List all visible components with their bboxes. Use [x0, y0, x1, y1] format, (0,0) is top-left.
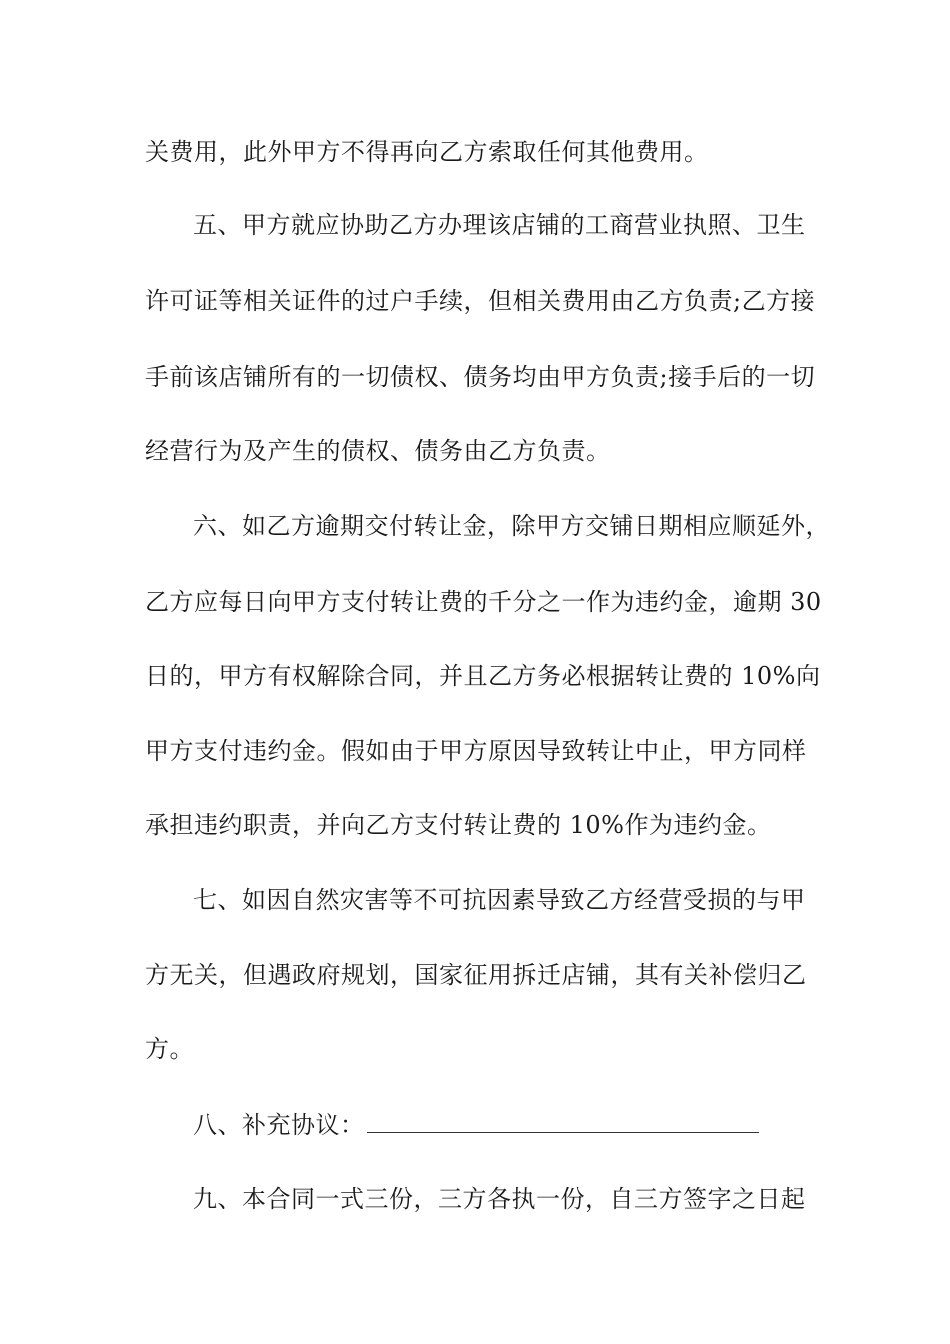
- paragraph-5-start: 五、甲方就应协助乙方办理该店铺的工商营业执照、卫生: [193, 211, 806, 239]
- paragraph-8-line: [193, 1110, 759, 1140]
- supplementary-agreement-label: 八、补充协议：: [193, 1111, 365, 1139]
- text-line: 甲方支付违约金。假如由于甲方原因导致转让中止，甲方同样: [145, 737, 807, 765]
- paragraph-9-start: 九、本合同一式三份，三方各执一份，自三方签字之日起: [193, 1185, 806, 1213]
- text-line: 手前该店铺所有的一切债权、债务均由甲方负责;接手后的一切: [145, 363, 816, 391]
- paragraph-7-start: 七、如因自然灾害等不可抗因素导致乙方经营受损的与甲: [193, 886, 806, 914]
- paragraph-6-start: 六、如乙方逾期交付转让金，除甲方交铺日期相应顺延外，: [193, 512, 830, 540]
- text-line: 乙方应每日向甲方支付转让费的千分之一作为违约金，逾期 30: [145, 588, 822, 616]
- text-line: 经营行为及产生的债权、债务由乙方负责。: [145, 437, 611, 465]
- text-line: 日的，甲方有权解除合同，并且乙方务必根据转让费的 10%向: [145, 662, 821, 690]
- text-line: 方。: [145, 1035, 194, 1063]
- text-line: 许可证等相关证件的过户手续，但相关费用由乙方负责;乙方接: [145, 287, 816, 315]
- text-line: 承担违约职责，并向乙方支付转让费的 10%作为违约金。: [145, 811, 772, 839]
- fill-in-blank[interactable]: [367, 1110, 759, 1133]
- text-line: 关费用，此外甲方不得再向乙方索取任何其他费用。: [145, 138, 709, 166]
- text-line: 方无关，但遇政府规划，国家征用拆迁店铺，其有关补偿归乙: [145, 961, 807, 989]
